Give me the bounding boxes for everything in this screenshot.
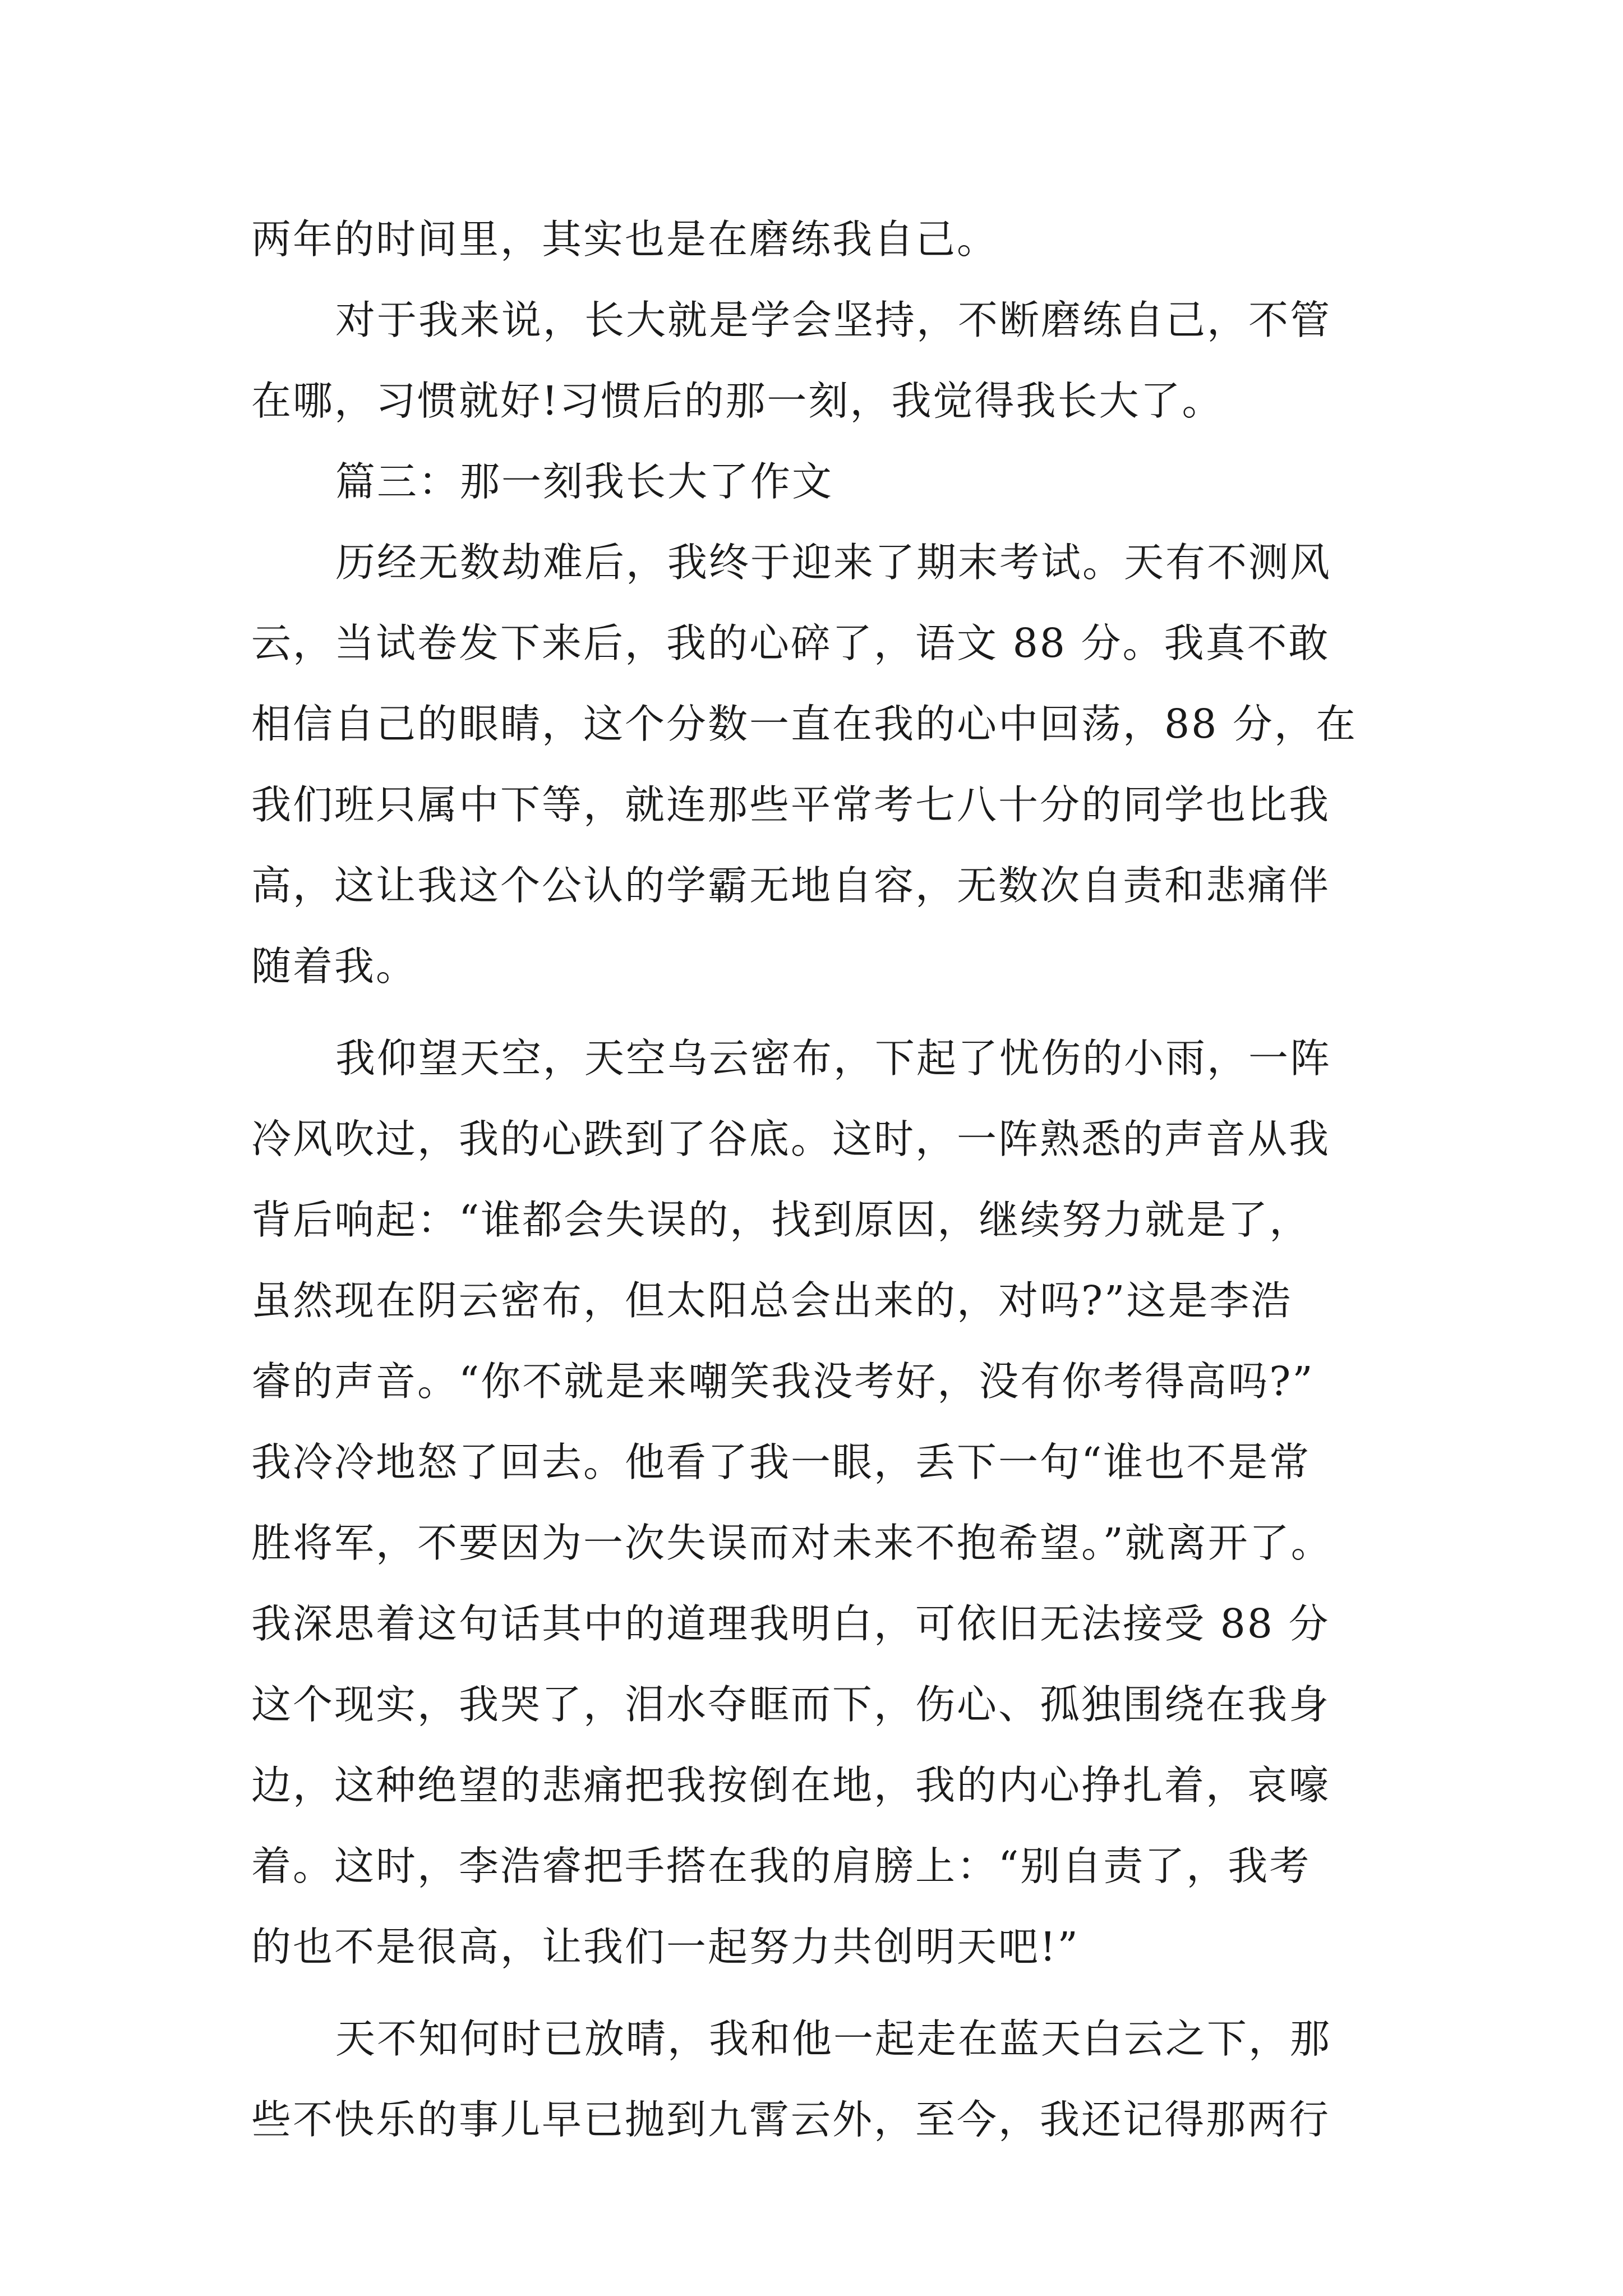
text-line: 高，这让我这个公认的学霸无地自容，无数次自责和悲痛伴 [251, 862, 1331, 909]
text-line: 我仰望天空，天空乌云密布，下起了忧伤的小雨，一阵 [335, 1035, 1332, 1082]
text-line: 两年的时间里，其实也是在磨练我自己。 [251, 216, 999, 263]
text-line: 我深思着这句话其中的道理我明白，可依旧无法接受 88 分 [251, 1600, 1330, 1647]
text-line: 虽然现在阴云密布，但太阳总会出来的，对吗?”这是李浩 [251, 1277, 1293, 1324]
text-line: 着。这时，李浩睿把手搭在我的肩膀上：“别自责了，我考 [251, 1843, 1311, 1889]
text-line: 相信自己的眼睛，这个分数一直在我的心中回荡，88 分，在 [251, 701, 1357, 747]
text-line: 胜将军，不要因为一次失误而对未来不抱希望。”就离开了。 [251, 1520, 1332, 1566]
text-line: 我冷冷地怒了回去。他看了我一眼，丢下一句“谁也不是常 [251, 1439, 1311, 1485]
text-line: 天不知何时已放晴，我和他一起走在蓝天白云之下，那 [335, 2016, 1332, 2062]
text-line: 睿的声音。“你不就是来嘲笑我没考好，没有你考得高吗?” [251, 1358, 1315, 1405]
text-line: 些不快乐的事儿早已抛到九霄云外，至今，我还记得那两行 [251, 2096, 1331, 2143]
text-line: 我们班只属中下等，就连那些平常考七八十分的同学也比我 [251, 781, 1331, 828]
text-line: 冷风吹过，我的心跌到了谷底。这时，一阵熟悉的声音从我 [251, 1116, 1331, 1162]
text-line: 历经无数劫难后，我终于迎来了期末考试。天有不测风 [335, 539, 1332, 586]
section-heading: 篇三：那一刻我长大了作文 [335, 458, 834, 505]
text-line: 随着我。 [251, 943, 418, 990]
text-line: 在哪，习惯就好!习惯后的那一刻，我觉得我长大了。 [251, 378, 1224, 424]
text-line: 云，当试卷发下来后，我的心碎了，语文 88 分。我真不敢 [251, 620, 1330, 666]
text-line: 背后响起：“谁都会失误的，找到原因，继续努力就是了， [251, 1197, 1311, 1243]
text-line: 的也不是很高，让我们一起努力共创明天吧!” [251, 1924, 1080, 1970]
text-line: 这个现实，我哭了，泪水夺眶而下，伤心、孤独围绕在我身 [251, 1681, 1331, 1728]
text-line: 边，这种绝望的悲痛把我按倒在地，我的内心挣扎着，哀嚎 [251, 1762, 1331, 1809]
text-line: 对于我来说，长大就是学会坚持，不断磨练自己，不管 [335, 297, 1332, 343]
essay-body [251, 199, 1395, 2160]
